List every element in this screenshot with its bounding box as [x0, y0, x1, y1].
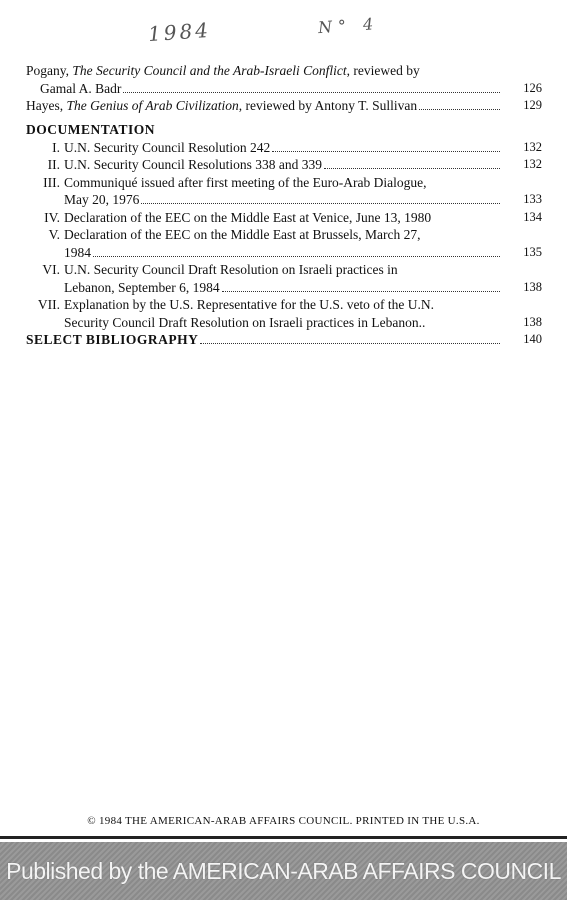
- dot-leader: [272, 151, 500, 152]
- doc-entry-6[interactable]: [26, 261, 542, 296]
- publisher-banner: [0, 842, 567, 900]
- page-number: 134: [523, 209, 542, 224]
- roman-numeral: II.: [47, 157, 60, 172]
- page-number: 140: [523, 332, 542, 346]
- roman-numeral: VI.: [42, 262, 60, 277]
- doc-title: U.N. Security Council Resolution 242: [64, 139, 271, 155]
- page-number: 132: [523, 139, 542, 154]
- handwritten-year: 1984: [147, 17, 212, 47]
- footer-rule: [0, 836, 567, 839]
- roman-numeral: III.: [43, 174, 60, 190]
- toc-entry-author: Hayes,: [26, 98, 67, 113]
- toc-entry-pogany[interactable]: [26, 62, 542, 97]
- dot-leader: [419, 109, 500, 110]
- dot-leader: [93, 256, 500, 257]
- table-of-contents: [26, 62, 542, 349]
- toc-entry-tail: , reviewed by: [346, 63, 420, 78]
- roman-numeral: VII.: [37, 297, 60, 312]
- doc-entry-2[interactable]: [26, 156, 542, 174]
- doc-title-cont: Lebanon, September 6, 1984: [64, 279, 220, 295]
- select-bibliography-label: SELECT BIBLIOGRAPHY: [26, 332, 199, 347]
- doc-title: Declaration of the EEC on the Middle East at Brussels, March 27,: [64, 227, 421, 242]
- toc-entry-hayes[interactable]: [26, 97, 542, 115]
- dot-leader: [222, 291, 500, 292]
- doc-title: Explanation by the U.S. Representative for the U.S. veto of the U.N.: [64, 297, 435, 312]
- copyright-notice: © 1984 THE AMERICAN-ARAB AFFAIRS COUNCIL. PRINTED IN THE U.S.A.: [87, 815, 480, 827]
- doc-entry-4[interactable]: [26, 209, 542, 227]
- dot-leader: [200, 343, 500, 344]
- toc-entry-title: The Security Council and the Arab-Israeli Conflict: [72, 63, 347, 78]
- roman-numeral: V.: [48, 227, 60, 242]
- doc-title-cont: 1984: [64, 244, 91, 260]
- doc-entry-1[interactable]: [26, 139, 542, 157]
- page-number: 129: [523, 98, 542, 112]
- toc-entry-reviewer: Gamal A. Badr: [40, 80, 122, 96]
- doc-title: Communiqué issued after first meeting of the Euro-Arab Dialogue,: [64, 174, 427, 190]
- toc-entry-title: The Genius of Arab Civilization: [66, 98, 239, 113]
- doc-title-cont: Security Council Draft Resolution on Israeli practices in Lebanon..: [64, 314, 426, 330]
- handwritten-number: N° 4: [317, 13, 380, 38]
- toc-entry-select-bibliography[interactable]: [26, 331, 542, 349]
- toc-entry-tail: , reviewed by Antony T. Sullivan: [238, 98, 418, 113]
- doc-title: U.N. Security Council Draft Resolution on Israeli practices in: [64, 262, 398, 277]
- doc-entry-3[interactable]: [26, 174, 542, 209]
- dot-leader: [123, 92, 500, 93]
- doc-entry-7[interactable]: [26, 296, 542, 331]
- page-number: 126: [523, 80, 542, 95]
- page-number: 138: [523, 279, 542, 294]
- dot-leader: [324, 168, 500, 169]
- doc-title-cont: May 20, 1976: [64, 192, 140, 207]
- doc-entry-5[interactable]: [26, 226, 542, 261]
- page-number: 135: [523, 244, 542, 259]
- documentation-heading: DOCUMENTATION: [26, 121, 156, 137]
- handwritten-annotation: [0, 14, 567, 54]
- publisher-banner-text: Published by the AMERICAN-ARAB AFFAIRS COUNCIL: [6, 857, 561, 884]
- doc-title: Declaration of the EEC on the Middle East at Venice, June 13, 1980: [64, 209, 432, 225]
- doc-title: U.N. Security Council Resolutions 338 and 339: [64, 157, 322, 172]
- roman-numeral: I.: [52, 139, 60, 155]
- page-number: 133: [523, 192, 542, 206]
- roman-numeral: IV.: [44, 209, 60, 225]
- toc-entry-author: Pogany,: [26, 63, 73, 78]
- page-number: 138: [523, 314, 542, 329]
- page-number: 132: [523, 157, 542, 171]
- dot-leader: [141, 203, 500, 204]
